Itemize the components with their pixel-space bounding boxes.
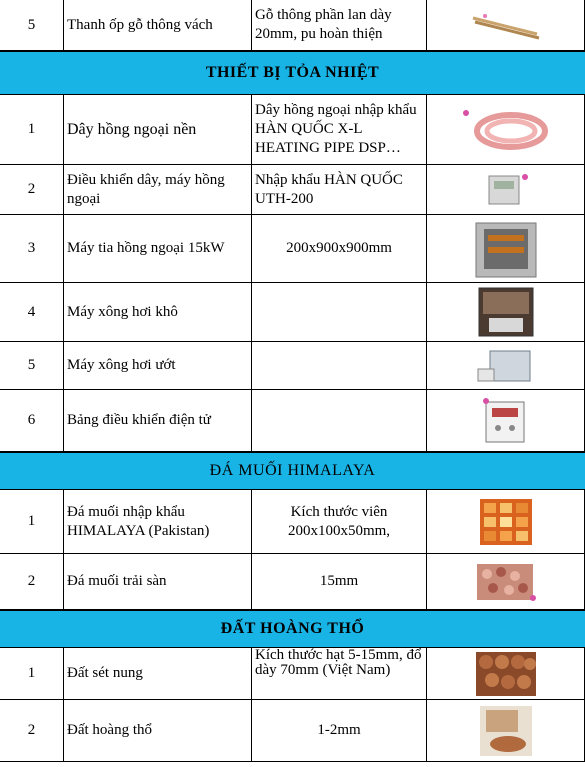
- salt-pebbles-photo: [426, 554, 585, 610]
- row-number: 6: [0, 390, 63, 452]
- item-name: Đá muối nhập khẩu HIMALAYA (Pakistan): [63, 490, 251, 554]
- table-row: [0, 342, 585, 390]
- item-spec: 15mm: [251, 554, 426, 610]
- section-title: ĐÁ MUỐI HIMALAYA: [209, 462, 376, 479]
- item-name: Dây hồng ngoại nền: [63, 95, 251, 165]
- clay-balls-photo: [426, 648, 585, 700]
- item-spec: Kích thước viên 200x100x50mm,: [251, 490, 426, 554]
- row-number: 4: [0, 283, 63, 342]
- row-number: 1: [0, 648, 63, 700]
- item-spec: Nhập khẩu HÀN QUỐC UTH-200: [251, 165, 426, 215]
- salt-brick-wall-photo: [426, 490, 585, 554]
- table-row: [0, 490, 585, 554]
- row-number: 2: [0, 554, 63, 610]
- item-name: Đất hoàng thổ: [63, 700, 251, 762]
- row-number: 5: [0, 342, 63, 390]
- item-name: Thanh ốp gỗ thông vách: [63, 0, 251, 51]
- item-spec: [251, 342, 426, 390]
- dry-sauna-heater-photo: [426, 283, 585, 342]
- item-spec: [251, 390, 426, 452]
- table-row: [0, 215, 585, 283]
- table-row: [0, 700, 585, 762]
- table-row: [0, 648, 585, 700]
- row-number: 5: [0, 0, 63, 51]
- heating-pipe-coil-photo: [426, 95, 585, 165]
- item-spec: 200x900x900mm: [251, 215, 426, 283]
- infrared-heater-photo: [426, 215, 585, 283]
- item-spec: Gỗ thông phần lan dày 20mm, pu hoàn thiện: [251, 0, 426, 51]
- table-row: [0, 390, 585, 452]
- item-spec: Kích thước hạt 5-15mm, đổ dày 70mm (Việt Nam): [251, 648, 426, 700]
- loess-soil-photo: [426, 700, 585, 762]
- item-spec: 1-2mm: [251, 700, 426, 762]
- table-row: [0, 165, 585, 215]
- table-row: [0, 0, 585, 51]
- table-row: [0, 283, 585, 342]
- section-header: [0, 452, 585, 490]
- section-title: THIẾT BỊ TỎA NHIỆT: [205, 64, 380, 81]
- row-number: 3: [0, 215, 63, 283]
- item-name: Máy tia hồng ngoại 15kW: [63, 215, 251, 283]
- item-name: Đất sét nung: [63, 648, 251, 700]
- row-number: 2: [0, 165, 63, 215]
- section-header: [0, 610, 585, 648]
- item-spec: Dây hồng ngoại nhập khẩu HÀN QUỐC X-L HEATING PIPE DSP…: [251, 95, 426, 165]
- steam-generator-photo: [426, 342, 585, 390]
- item-spec: [251, 283, 426, 342]
- table-row: [0, 95, 585, 165]
- row-number: 1: [0, 95, 63, 165]
- row-number: 2: [0, 700, 63, 762]
- item-name: Bảng điều khiển điện tử: [63, 390, 251, 452]
- table-row: [0, 554, 585, 610]
- section-header: [0, 51, 585, 95]
- controller-photo: [426, 165, 585, 215]
- control-panel-photo: [426, 390, 585, 452]
- item-name: Điều khiển dây, máy hồng ngoại: [63, 165, 251, 215]
- section-title: ĐẤT HOÀNG THỔ: [220, 620, 365, 637]
- item-name: Đá muối trải sàn: [63, 554, 251, 610]
- row-number: 1: [0, 490, 63, 554]
- item-name: Máy xông hơi khô: [63, 283, 251, 342]
- item-name: Máy xông hơi ướt: [63, 342, 251, 390]
- wood-strip-photo: [426, 0, 585, 51]
